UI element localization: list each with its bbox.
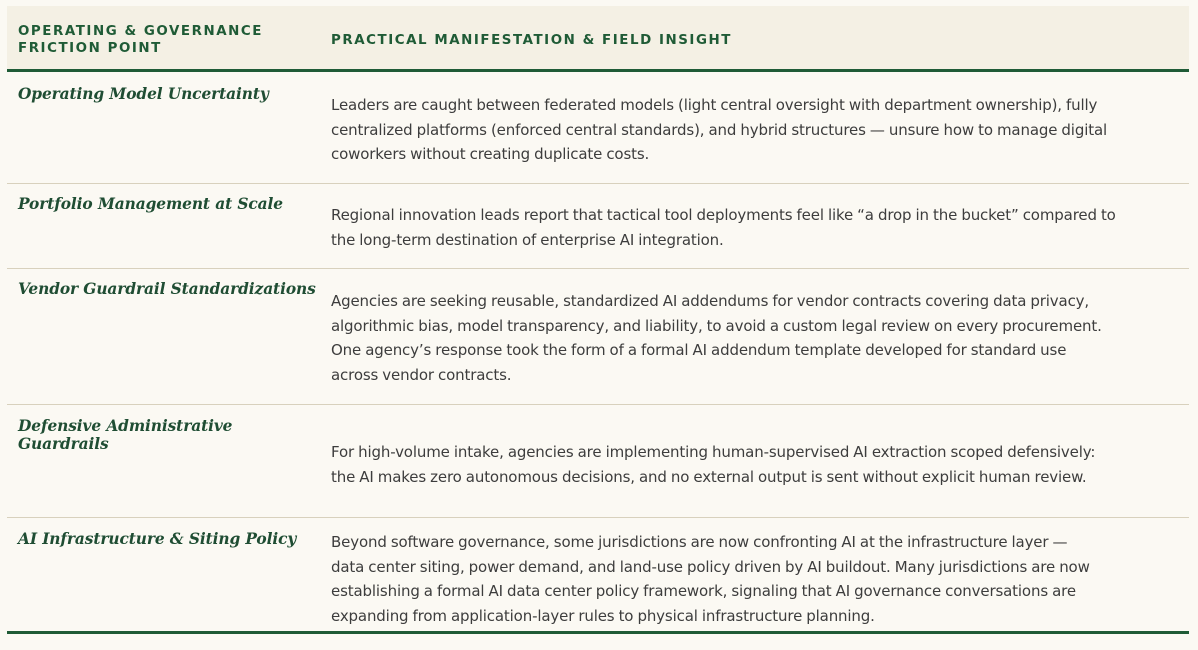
friction-point-table	[7, 6, 1189, 634]
table-row	[7, 72, 1189, 184]
insight-line: Beyond software governance, some jurisdictions are now confronting AI at the infrastructure layer —	[331, 533, 1068, 551]
friction-point-name: AI Infrastructure & Siting Policy	[18, 530, 297, 548]
table-header	[7, 6, 1189, 72]
insight-line: expanding from application-layer rules to physical infrastructure planning.	[331, 607, 875, 626]
insight-line: Leaders are caught between federated models (light central oversight with department ownership), fully	[331, 96, 1098, 114]
insight-line: establishing a formal AI data center policy framework, signaling that AI governance conversations are	[331, 582, 1076, 601]
field-insight-text	[321, 269, 1189, 404]
table-row	[7, 518, 1189, 634]
friction-point-name: Vendor Guardrail Standardizations	[18, 280, 316, 298]
table-row	[7, 184, 1189, 269]
insight-line: For high-volume intake, agencies are implementing human-supervised AI extraction scoped defensively:	[331, 443, 1096, 461]
insight-line: data center siting, power demand, and land-use policy driven by AI buildout. Many jurisdictions are now	[331, 557, 1090, 576]
friction-point-name: Portfolio Management at Scale	[18, 195, 283, 213]
table-row	[7, 405, 1189, 518]
header-friction-point: OPERATING & GOVERNANCE FRICTION POINT	[18, 24, 263, 56]
insight-line: Regional innovation leads report that tactical tool deployments feel like “a drop in the bucket” compared to	[331, 206, 1116, 224]
insight-line: centralized platforms (enforced central standards), and hybrid structures — unsure how to manage digital	[331, 120, 1108, 139]
insight-line: Agencies are seeking reusable, standardized AI addendums for vendor contracts covering data privacy,	[331, 292, 1090, 310]
insight-line: One agency’s response took the form of a formal AI addendum template developed for standard use	[331, 341, 1067, 360]
field-insight-text	[321, 405, 1189, 517]
friction-point-name: Defensive Administrative Guardrails	[18, 417, 233, 453]
insight-line: coworkers without creating duplicate costs.	[331, 145, 650, 164]
header-field-insight: PRACTICAL MANIFESTATION & FIELD INSIGHT	[331, 33, 732, 48]
insight-line: the long-term destination of enterprise AI integration.	[331, 230, 724, 249]
friction-point-name: Operating Model Uncertainty	[18, 85, 269, 103]
field-insight-text	[321, 184, 1189, 268]
insight-line: across vendor contracts.	[331, 366, 512, 385]
insight-line: algorithmic bias, model transparency, and liability, to avoid a custom legal review on every procurement.	[331, 316, 1102, 335]
table-row	[7, 269, 1189, 405]
insight-line: the AI makes zero autonomous decisions, and no external output is sent without explicit human review.	[331, 467, 1087, 486]
field-insight-text	[321, 72, 1189, 183]
field-insight-text	[321, 518, 1189, 631]
